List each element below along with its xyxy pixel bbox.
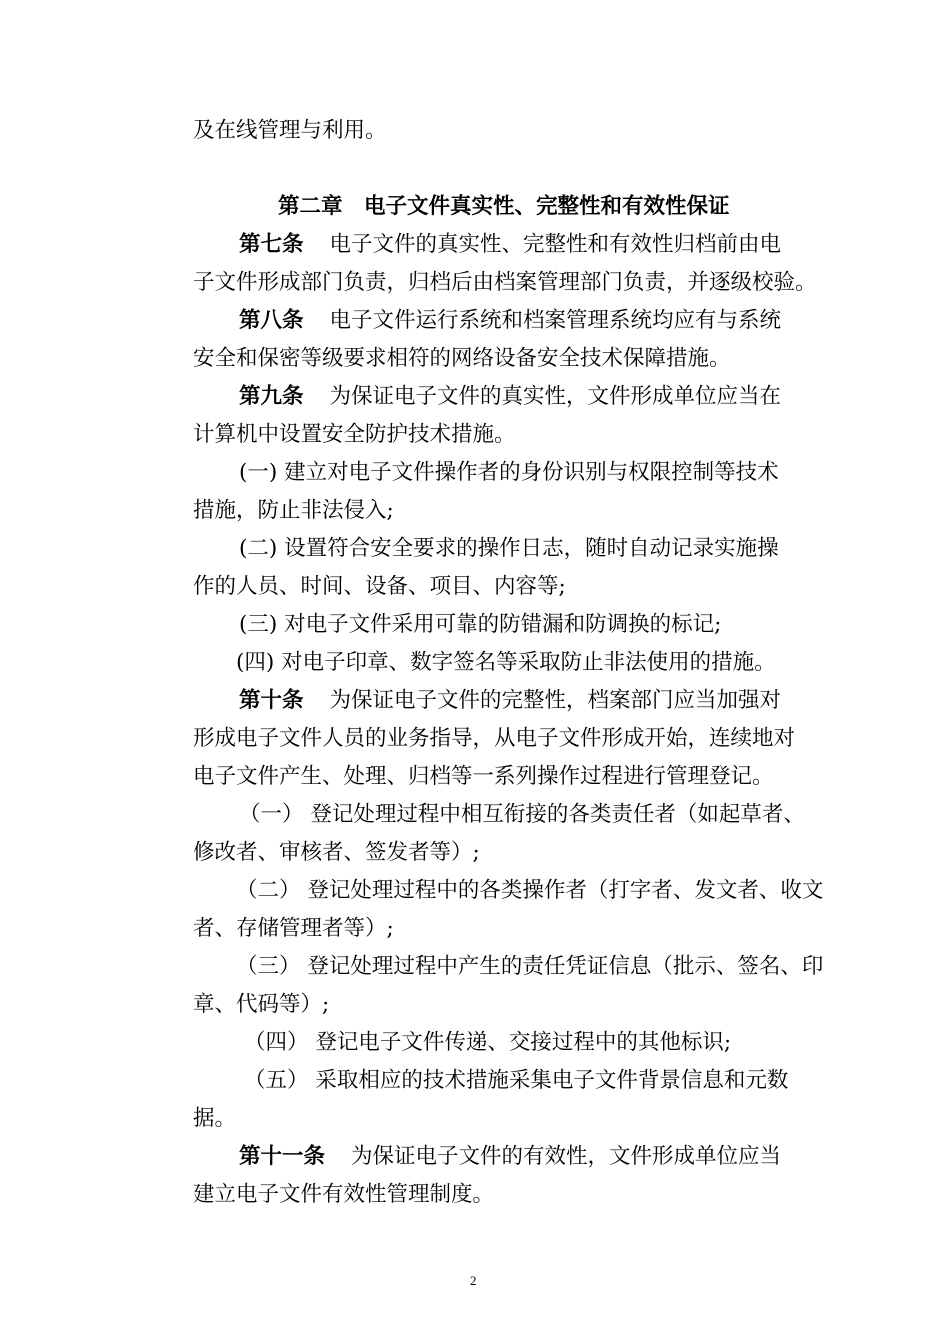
article-text: 为保证电子文件的完整性，档案部门应当加强对 [329, 688, 782, 713]
article-heading: 第八条 [239, 308, 304, 333]
text-line: 章、代码等）; [193, 992, 330, 1017]
article-heading: 第七条 [239, 232, 304, 257]
text-line: 形成电子文件人员的业务指导，从电子文件形成开始，连续地对 [193, 726, 796, 751]
list-item: (三) 对电子文件采用可靠的防错漏和防调换的标记; [239, 612, 722, 637]
text-line: 及在线管理与利用。 [193, 118, 387, 143]
list-item: （二） 登记处理过程中的各类操作者（打字者、发文者、收文 [236, 878, 824, 903]
article-7 [239, 234, 781, 256]
chapter-title: 第二章 电子文件真实性、完整性和有效性保证 [278, 194, 730, 219]
list-item: （四） 登记电子文件传递、交接过程中的其他标识; [244, 1030, 732, 1055]
article-text: 为保证电子文件的有效性，文件形成单位应当 [351, 1144, 782, 1169]
article-11 [239, 1146, 781, 1168]
list-item: (一) 建立对电子文件操作者的身份识别与权限控制等技术 [239, 460, 779, 485]
article-8 [239, 310, 781, 332]
text-line: 子文件形成部门负责，归档后由档案管理部门负责，并逐级校验。 [193, 270, 817, 295]
article-heading: 第十一条 [239, 1144, 326, 1169]
text-line: 建立电子文件有效性管理制度。 [193, 1182, 495, 1207]
text-line: 者、存储管理者等）; [193, 916, 394, 941]
list-item: （五） 采取相应的技术措施采集电子文件背景信息和元数 [244, 1068, 789, 1093]
article-heading: 第九条 [239, 384, 304, 409]
text-line: 作的人员、时间、设备、项目、内容等; [193, 574, 566, 599]
article-text: 电子文件运行系统和档案管理系统均应有与系统 [329, 308, 782, 333]
list-item: (四) 对电子印章、数字签名等采取防止非法使用的措施。 [236, 650, 776, 675]
text-line: 计算机中设置安全防护技术措施。 [193, 422, 516, 447]
text-line: 据。 [193, 1106, 237, 1131]
text-line: 电子文件产生、处理、归档等一系列操作过程进行管理登记。 [193, 764, 774, 789]
article-10 [239, 690, 781, 712]
article-text: 电子文件的真实性、完整性和有效性归档前由电 [329, 232, 782, 257]
article-heading: 第十条 [239, 688, 304, 713]
text-line: 措施，防止非法侵入; [193, 498, 394, 523]
article-text: 为保证电子文件的真实性，文件形成单位应当在 [329, 384, 782, 409]
list-item: （一） 登记处理过程中相互衔接的各类责任者（如起草者、 [239, 802, 805, 827]
page-number: 2 [470, 1273, 477, 1288]
text-line: 修改者、审核者、签发者等）; [193, 840, 480, 865]
list-item: （三） 登记处理过程中产生的责任凭证信息（批示、签名、印 [236, 954, 824, 979]
text-line: 安全和保密等级要求相符的网络设备安全技术保障措施。 [193, 346, 731, 371]
list-item: (二) 设置符合安全要求的操作日志，随时自动记录实施操 [239, 536, 779, 561]
article-9 [239, 386, 781, 408]
